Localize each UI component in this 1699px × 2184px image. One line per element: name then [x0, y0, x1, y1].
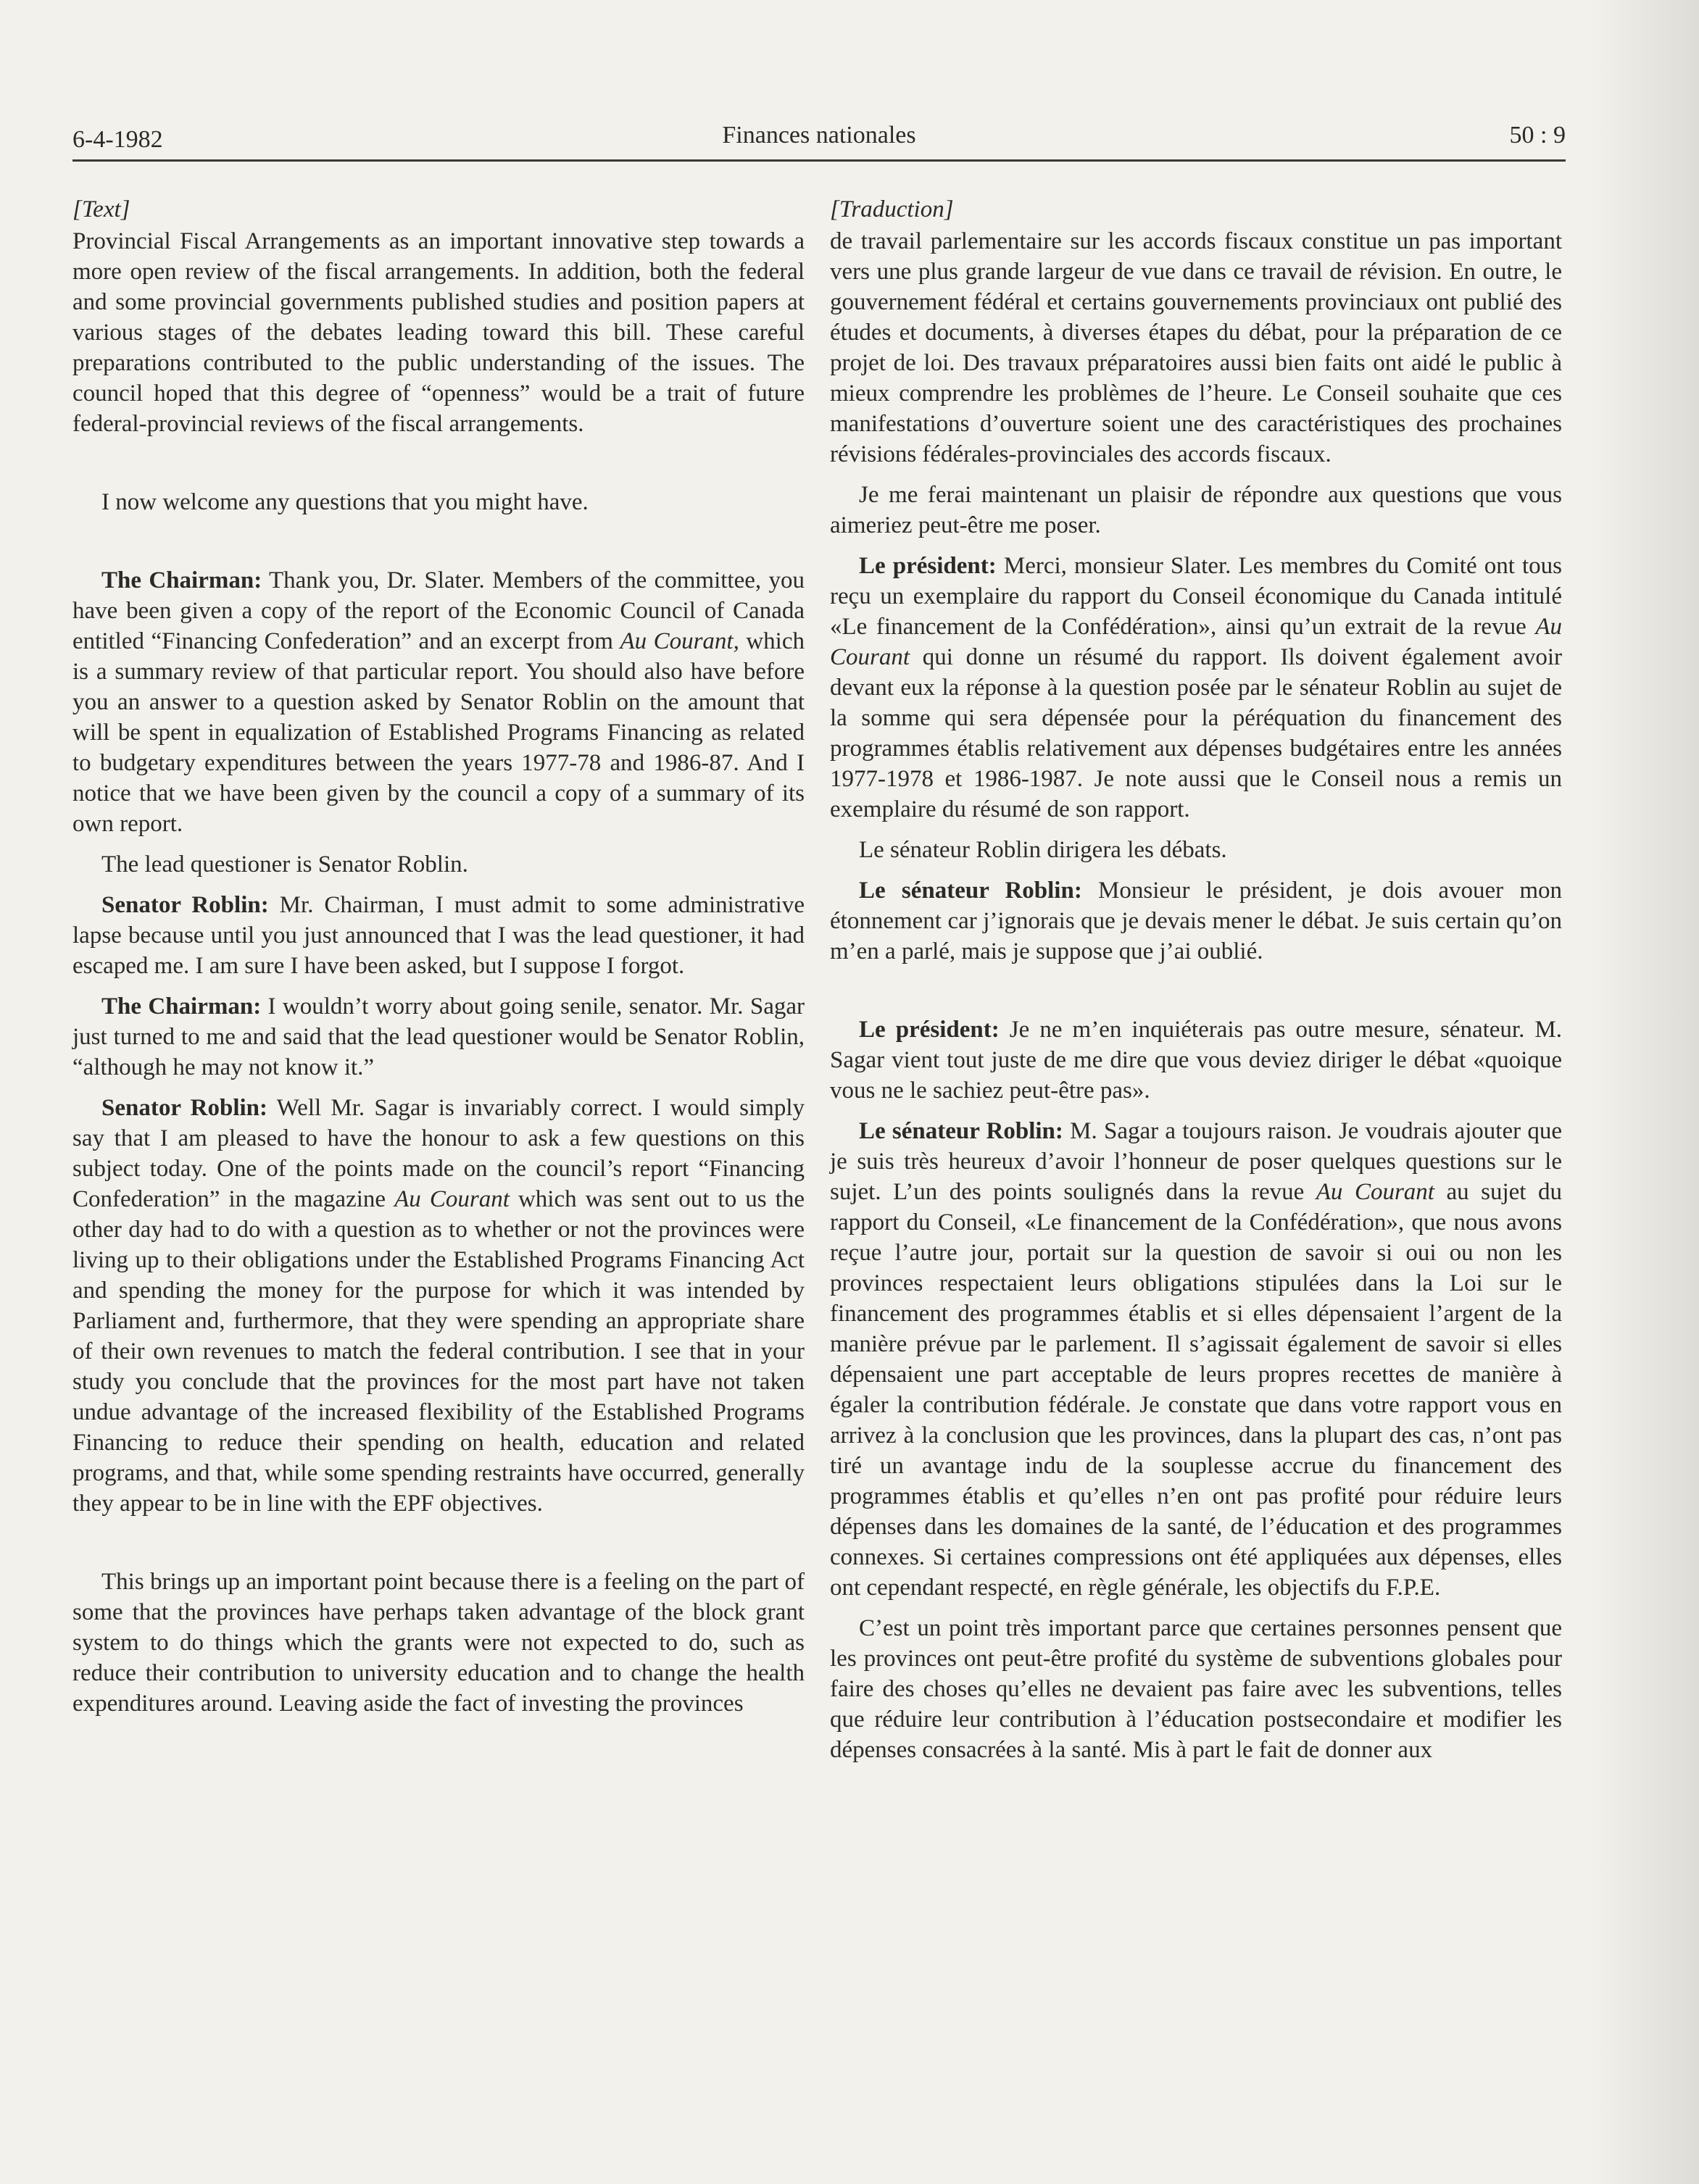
- english-paragraph-5: Senator Roblin: Mr. Chairman, I must admit to some administrative lapse because until you just announced that I was the lead questioner, it had escaped me. I am sure I have been asked, but I suppose I forgot.: [72, 892, 805, 979]
- english-paragraph-4: The lead questioner is Senator Roblin.: [101, 851, 468, 878]
- speaker-label: Le président:: [859, 1017, 1000, 1043]
- speaker-label: Senator Roblin:: [101, 892, 269, 918]
- speaker-label: Le sénateur Roblin:: [859, 878, 1082, 904]
- french-paragraph-7: Le sénateur Roblin: M. Sagar a toujours raison. Je voudrais ajouter que je suis très heureux d’avoir l’honneur de poser quelques questions sur le sujet. L’un des points soulignés dans la revue Au Courant au sujet du rapport du Conseil, «Le financement de la Confédération», que nous avons reçue l’autre jour, portait sur la question de savoir si oui ou non les provinces respectaient leurs obligations stipulées dans la Loi sur le financement des programmes établis et si elles dépensaient l’argent de la manière prévue par le parlement. Il s’agissait également de savoir si elles dépensaient une part acceptable de leurs propres recettes de manière à égaler la contribution fédérale. Je constate que dans votre rapport vous en arrivez à la conclusion que les provinces, dans la plupart des cas, n’ont pas tiré un avantage indu de la souplesse accrue du financement des programmes établis et qu’elles n’en ont pas profité pour réduire leurs dépenses dans les domaines de la santé, de l’éducation et des programmes connexes. Si certaines compressions ont été appliquées aux dépenses, elles ont cependant respecté, en règle générale, les objectifs du F.P.E.: [830, 1118, 1562, 1601]
- english-paragraph-6: The Chairman: I wouldn’t worry about going senile, senator. Mr. Sagar just turned to me and said that the lead questioner would be Senator Roblin, “although he may not know it.”: [72, 993, 805, 1080]
- french-paragraph-2: Je me ferai maintenant un plaisir de répondre aux questions que vous aimeriez peut-être me poser.: [830, 482, 1562, 538]
- speaker-label: The Chairman:: [101, 567, 262, 593]
- french-column: [830, 194, 1562, 1775]
- speaker-label: Le sénateur Roblin:: [859, 1118, 1063, 1144]
- speaker-label: Senator Roblin:: [101, 1095, 268, 1121]
- english-paragraph-8: This brings up an important point because there is a feeling on the part of some that the provinces have perhaps taken advantage of the block grant system to do things which the grants were not expected to do, such as reduce their contribution to university education and to change the health expenditures around. Leaving aside the fact of investing the provinces: [72, 1569, 805, 1717]
- english-paragraph-2: I now welcome any questions that you might have.: [101, 489, 589, 515]
- english-paragraph-7: Senator Roblin: Well Mr. Sagar is invariably correct. I would simply say that I am pleased to have the honour to ask a few questions on this subject today. One of the points made on the council’s report “Financing Confederation” in the magazine Au Courant which was sent out to us the other day had to do with a question as to whether or not the provinces were living up to their obligations under the Established Programs Financing Act and spending the money for the purpose for which it was intended by Parliament and, furthermore, that they were spending an appropriate share of their own revenues to match the federal contribution. I see that in your study you conclude that the provinces for the most part have not taken undue advantage of the increased flexibility of the Established Programs Financing to reduce their spending on health, education and related programs, and that, while some spending restraints have occurred, generally they appear to be in line with the EPF objectives.: [72, 1095, 805, 1517]
- speaker-label: The Chairman:: [101, 993, 262, 1020]
- english-paragraph-1: Provincial Fiscal Arrangements as an important innovative step towards a more open review of the fiscal arrangements. In addition, both the federal and some provincial governments published studies and position papers at various stages of the debates leading toward this bill. These careful preparations contributed to the public understanding of the issues. The council hoped that this degree of “openness” would be a trait of future federal-provincial reviews of the fiscal arrangements.: [72, 228, 805, 437]
- page-edge-shadow: [1590, 0, 1699, 2184]
- english-column: [72, 194, 805, 1729]
- page-header: [72, 122, 1566, 162]
- french-paragraph-8: C’est un point très important parce que certaines personnes pensent que les provinces ont peut-être profité du système de subventions globales pour faire des choses qu’elles ne devaient pas faire avec les subventions, telles que réduire leur contribution à l’éducation postsecondaire et modifier les dépenses consacrées à la santé. Mis à part le fait de donner aux: [830, 1615, 1562, 1763]
- french-paragraph-5: Le sénateur Roblin: Monsieur le président, je dois avouer mon étonnement car j’ignorais que je devais mener le débat. Je suis certain qu’on m’en a parlé, mais je suppose que j’ai oublié.: [830, 878, 1563, 964]
- english-paragraph-3: The Chairman: Thank you, Dr. Slater. Members of the committee, you have been given a copy of the report of the Economic Council of Canada entitled “Financing Confederation” and an excerpt from Au Courant, which is a summary review of that particular report. You should also have before you an answer to a question asked by Senator Roblin on the amount that will be spent in equalization of Established Programs Financing as related to budgetary expenditures between the years 1977-78 and 1986-87. And I notice that we have been given by the council a copy of a summary of its own report.: [72, 567, 805, 837]
- header-date: 6-4-1982: [72, 126, 163, 153]
- speaker-label: Le président:: [859, 553, 997, 579]
- french-paragraph-6: Le président: Je ne m’en inquiéterais pas outre mesure, sénateur. M. Sagar vient tout juste de me dire que vous deviez diriger le débat «quoique vous ne le sachiez peut-être pas».: [830, 1017, 1562, 1104]
- header-page-number: 50 : 9: [1509, 122, 1566, 149]
- french-paragraph-1: de travail parlementaire sur les accords fiscaux constitue un pas important vers une plus grande largeur de vue dans ce travail de révision. En outre, le gouvernement fédéral et certains gouvernements provinciaux ont publié des études et documents, à diverses étapes du débat, pour la préparation de ce projet de loi. Des travaux préparatoires aussi bien faits ont aidé le public à mieux comprendre les problèmes de l’heure. Le Conseil souhaite que ces manifestations d’ouverture soient une des caractéristiques des prochaines révisions fédérales-provinciales des accords fiscaux.: [830, 228, 1562, 467]
- french-paragraph-3: Le président: Merci, monsieur Slater. Les membres du Comité ont tous reçu un exemplaire du rapport du Conseil économique du Canada intitulé «Le financement de la Confédération», ainsi qu’un extrait de la revue Au Courant qui donne un résumé du rapport. Ils doivent également avoir devant eux la réponse à la question posée par le sénateur Roblin au sujet de la somme qui sera dépensée pour la péréquation du financement des programmes établis relativement aux dépenses budgétaires entre les années 1977-1978 et 1986-1987. Je note aussi que le Conseil nous a remis un exemplaire du résumé de son rapport.: [830, 553, 1562, 822]
- header-title: Finances nationales: [722, 122, 916, 149]
- french-paragraph-4: Le sénateur Roblin dirigera les débats.: [859, 837, 1227, 863]
- french-column-tag: [Traduction]: [830, 196, 954, 222]
- english-column-tag: [Text]: [72, 196, 130, 222]
